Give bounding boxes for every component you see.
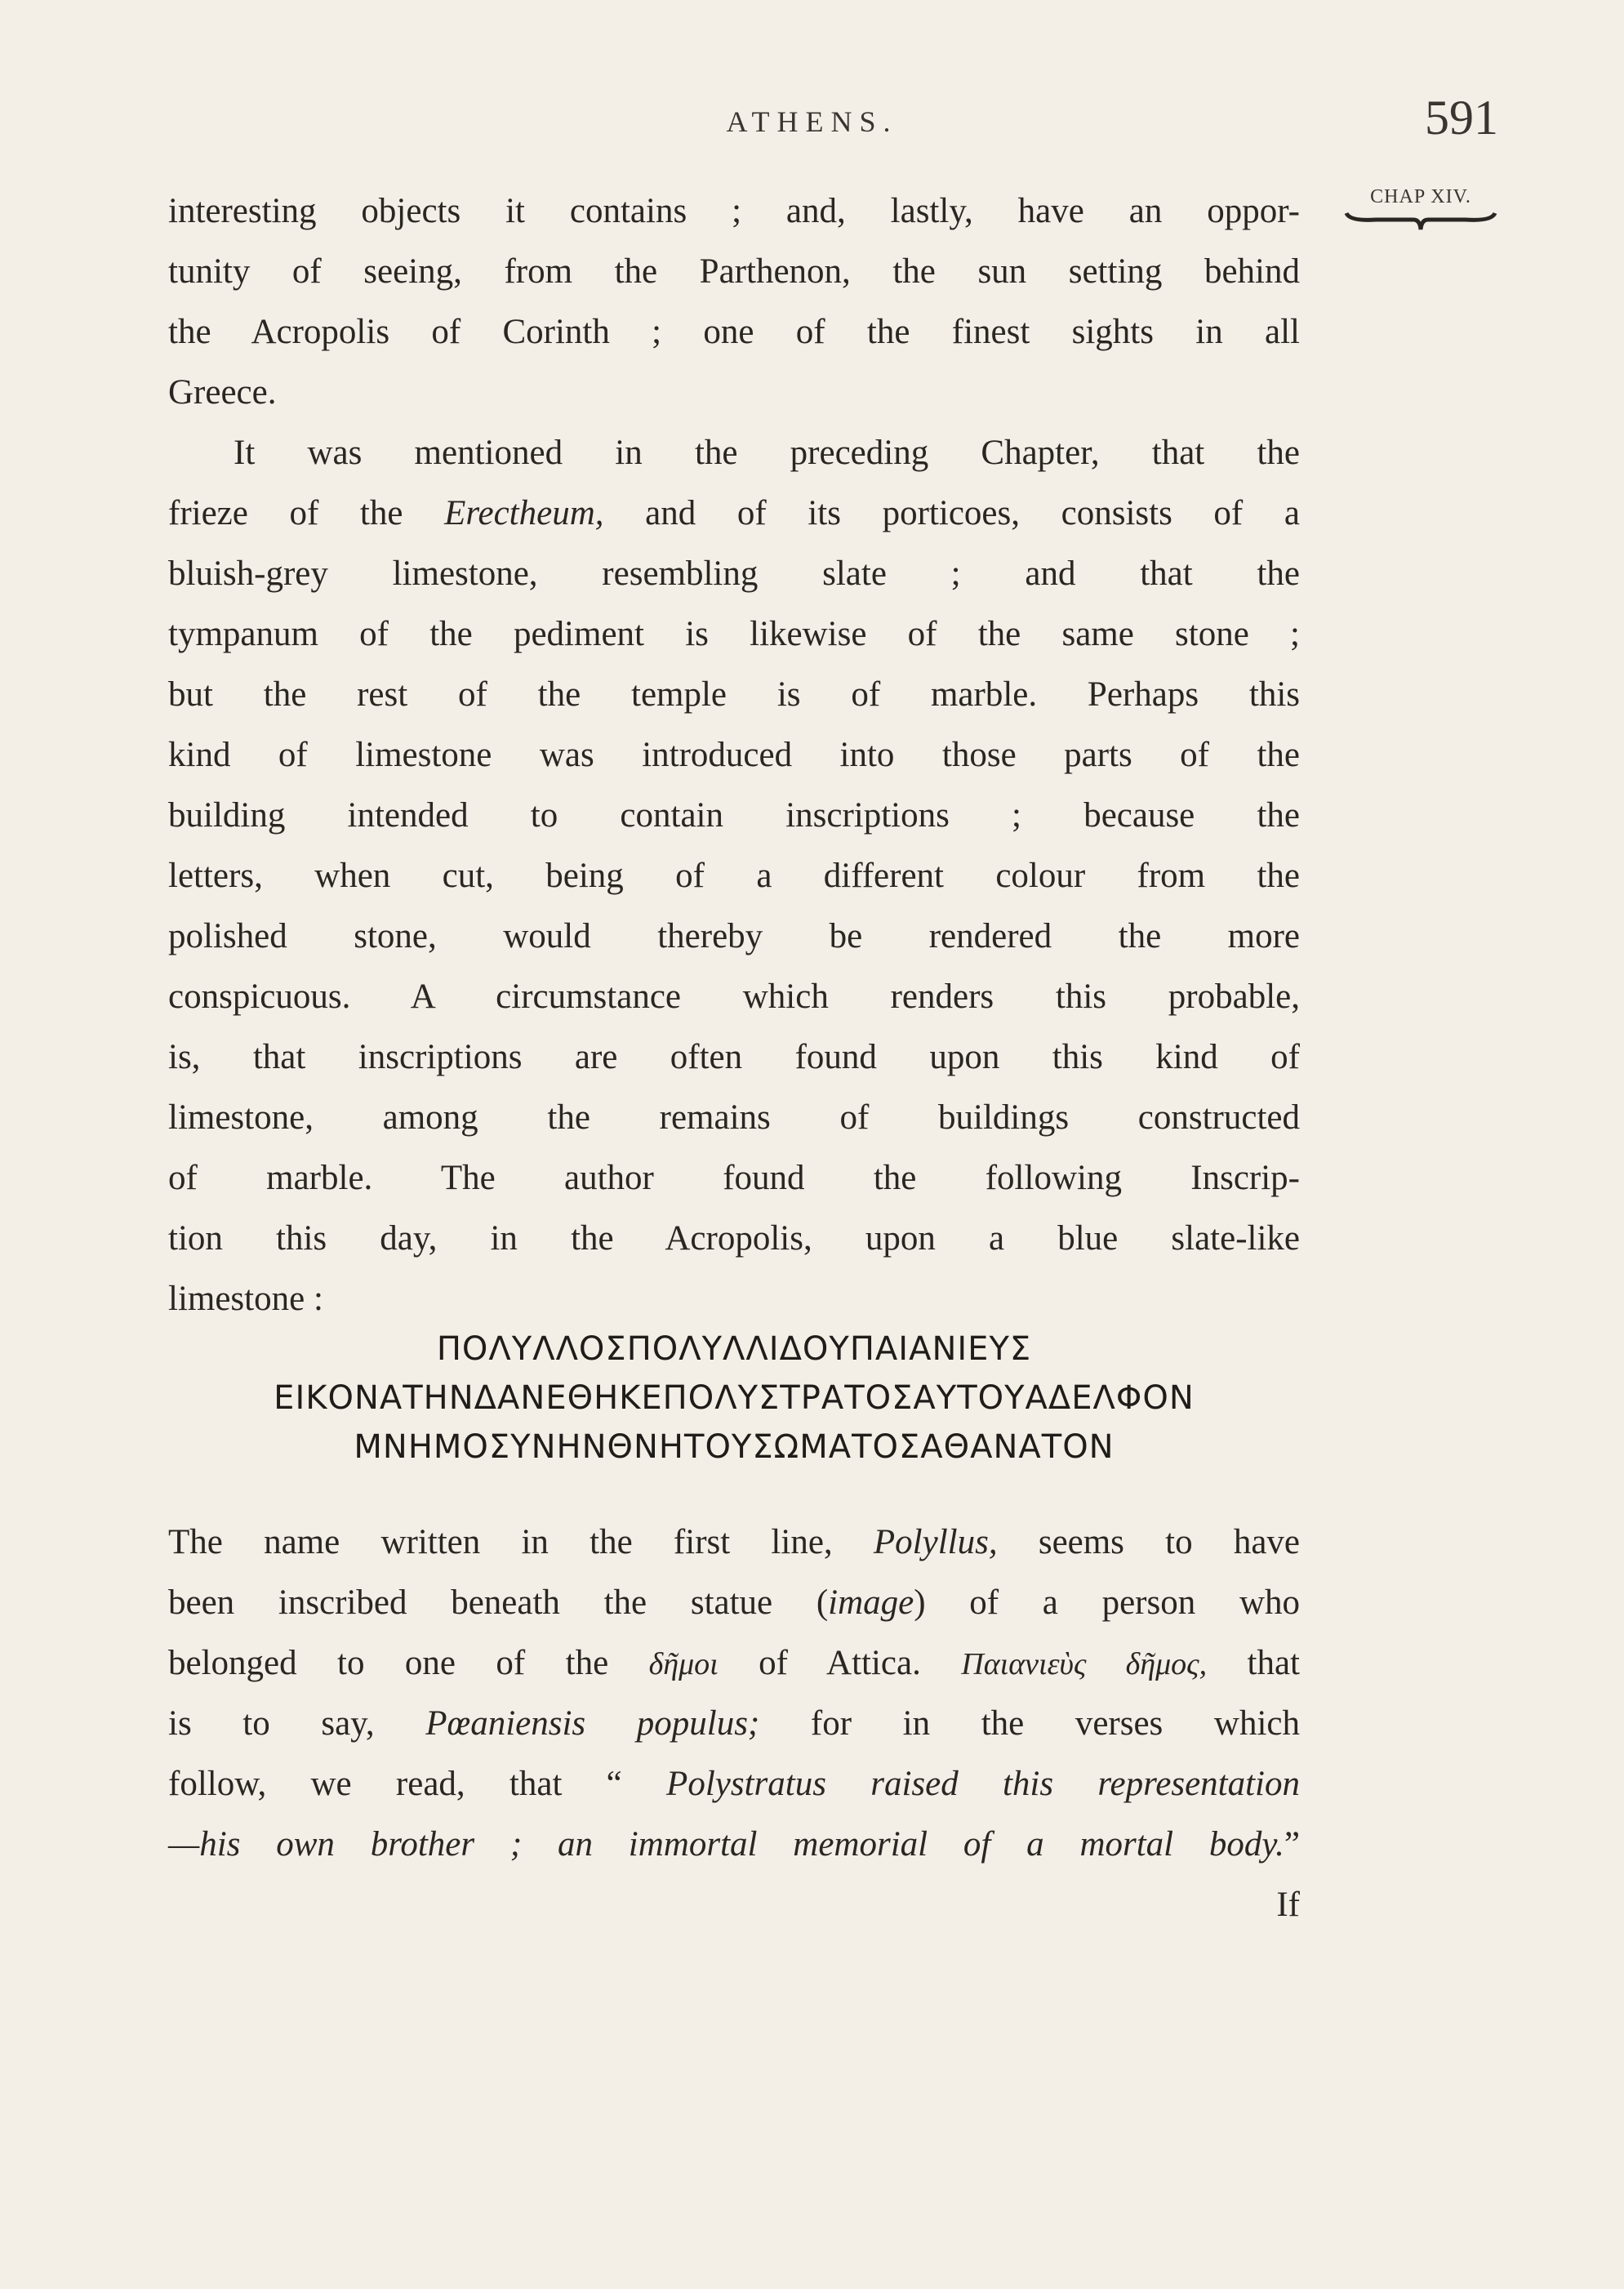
italic-term: Polyllus, [873,1523,998,1561]
italic-quote: —his own brother ; an immortal memorial of a mortal body. [168,1825,1284,1864]
page-number: 591 [1425,91,1498,145]
greek-term: δῆμοι [648,1647,719,1681]
chapter-margin-note [1339,186,1502,233]
text-line: of marble. The author found the following Inscrip- [168,1159,1300,1197]
text-line: tympanum of the pediment is likewise of the same stone ; [168,615,1300,653]
text-line: tion this day, in the Acropolis, upon a blue slate-like [168,1219,1300,1258]
text-line [168,1694,1300,1754]
text-line: letters, when cut, being of a different colour from the [168,857,1300,895]
text-line: is, that inscriptions are often found upon this kind of [168,1038,1300,1076]
text-line: bluish-grey limestone, resembling slate ; and that the [168,554,1300,593]
chapter-label: CHAP XIV. [1370,186,1471,207]
text-line: the Acropolis of Corinth ; one of the finest sights in all [168,313,1300,351]
text-line: kind of limestone was introduced into those parts of the [168,736,1300,774]
greek-term: Παιανιεὺς δῆμος, [961,1647,1208,1681]
italic-term: Pœaniensis populus; [425,1704,760,1743]
text-line: but the rest of the temple is of marble. Perhaps this [168,675,1300,714]
text-line: limestone, among the remains of buildings constructed [168,1098,1300,1137]
inscription-line: ΕΙΚΟΝΑΤΗΝΔΑΝΕΘΗΚΕΠΟΛΥΣΤΡΑΤΟΣΑΥΤΟΥΑΔΕΛΦΟΝ [274,1379,1195,1417]
italic-quote: Polystratus raised this representation [666,1765,1300,1803]
body-text-bottom [168,1512,1300,1935]
text-segment: and of its porticoes, consists of a [603,494,1300,532]
text-line: Greece. [168,373,277,412]
text-segment: seems to have [997,1523,1301,1561]
brace-ornament-icon [1343,210,1498,233]
text-segment: frieze of the [168,494,445,532]
text-segment: been inscribed beneath the statue ( [168,1583,829,1622]
text-segment: of Attica. [718,1644,962,1682]
text-line [168,1573,1300,1633]
text-line: polished stone, would thereby be rendered the more [168,917,1300,955]
text-line [168,1815,1300,1875]
inscription-line: ΠΟΛΥΛΛΟΣΠΟΛΥΛΛΙΔΟΥΠΑΙΑΝΙΕΥΣ [436,1330,1032,1368]
running-head: ATHENS. [726,105,898,138]
catchword: If [1276,1886,1300,1924]
inscription-line: ΜΝΗΜΟΣΥΝΗΝΘΝΗΤΟΥΣΩΜΑΤΟΣΑΘΑΝΑΤΟΝ [354,1428,1115,1466]
italic-term: image [828,1583,914,1622]
text-segment: for in the verses which [759,1704,1300,1743]
text-segment: ” [1284,1825,1300,1864]
text-line [168,483,1300,544]
text-segment: follow, we read, that “ [168,1765,667,1803]
text-line: building intended to contain inscriptions ; because the [168,796,1300,835]
text-segment: is to say, [168,1704,426,1743]
text-segment: that [1207,1644,1300,1682]
text-line [168,1512,1300,1573]
text-segment: The name written in the first line, [168,1523,874,1561]
text-line: interesting objects it contains ; and, lastly, have an oppor- [168,192,1300,230]
text-line: limestone : [168,1280,323,1318]
text-line: tunity of seeing, from the Parthenon, the sun setting behind [168,252,1300,291]
body-text-top [168,181,1300,1329]
text-line [168,1633,1300,1694]
text-line [168,1754,1300,1815]
text-line: conspicuous. A circumstance which renders this probable, [168,978,1300,1016]
text-line: It was mentioned in the preceding Chapter, that the [234,434,1300,472]
italic-term: Erectheum, [444,494,604,532]
text-segment: belonged to one of the [168,1644,649,1682]
text-segment: ) of a person who [914,1583,1300,1622]
greek-inscription [168,1325,1300,1472]
